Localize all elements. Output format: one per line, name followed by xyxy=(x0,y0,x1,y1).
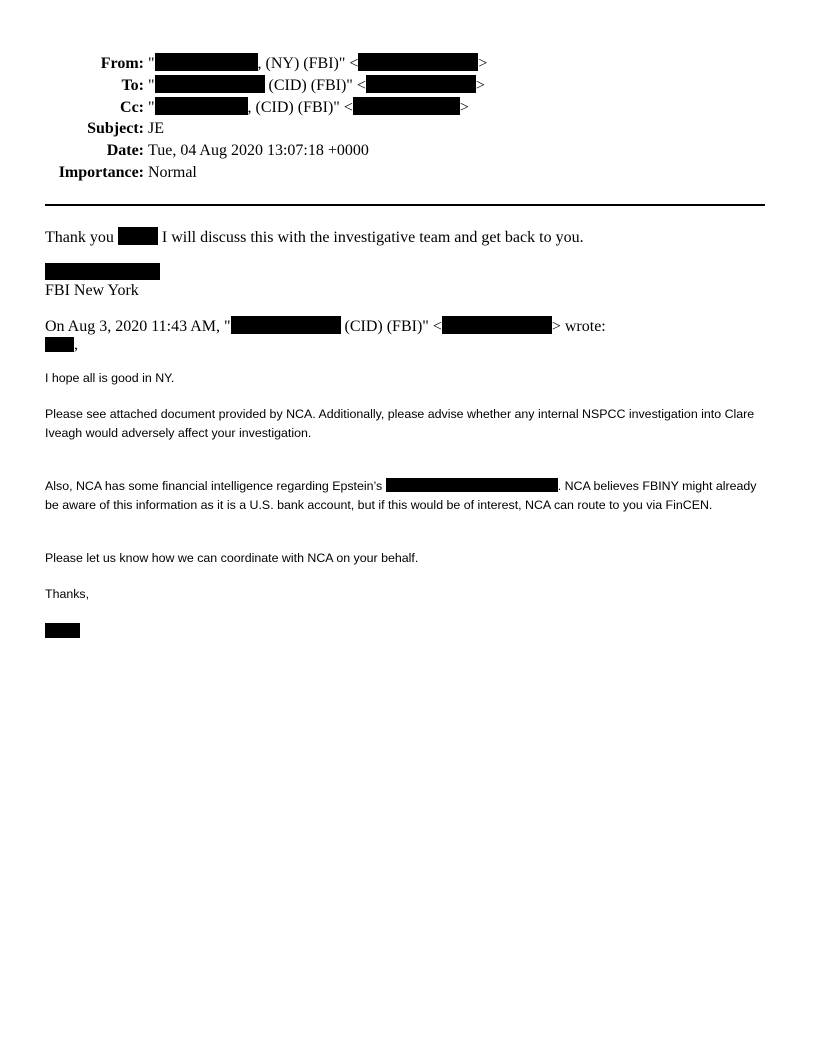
from-tail: , (NY) (FBI)" < xyxy=(257,55,359,72)
quote-mid: (CID) (FBI)" < xyxy=(340,318,442,335)
to-label: To: xyxy=(121,77,144,94)
header-divider xyxy=(45,204,765,206)
from-row xyxy=(0,53,487,74)
thank-prefix: Thank you xyxy=(45,229,114,246)
quoted-paragraph-2: Please see attached document provided by NCA. Additionally, please advise whether any internal NSPCC investigation into Clare Iveagh would adversely affect your investigation. xyxy=(45,407,755,440)
to-value xyxy=(148,75,485,96)
quoted-paragraph-4: Please let us know how we can coordinate with NCA on your behalf. xyxy=(45,551,419,565)
reply-thanks-line xyxy=(45,227,584,248)
cc-value xyxy=(148,97,469,118)
sender-name-redaction xyxy=(45,623,80,638)
from-label: From: xyxy=(100,55,144,72)
redaction-box xyxy=(442,316,552,334)
importance-value: Normal xyxy=(148,164,197,181)
redaction-box xyxy=(231,316,341,334)
from-value xyxy=(148,53,487,74)
redaction-box xyxy=(358,53,478,71)
from-end: > xyxy=(478,55,488,72)
quoted-closing: Thanks, xyxy=(45,587,90,601)
quoted-paragraph-3 xyxy=(45,477,770,515)
to-row xyxy=(0,75,485,96)
cc-tail: , (CID) (FBI)" < xyxy=(247,99,353,116)
cc-row xyxy=(0,97,469,118)
redaction-box xyxy=(155,75,265,93)
redaction-box xyxy=(155,97,248,115)
redaction-box xyxy=(155,53,258,71)
importance-row xyxy=(0,163,197,183)
to-tail: (CID) (FBI)" < xyxy=(264,77,366,94)
cc-end: > xyxy=(459,99,469,116)
quote-intro-line xyxy=(45,316,606,337)
redaction-box xyxy=(118,227,158,245)
date-value: Tue, 04 Aug 2020 13:07:18 +0000 xyxy=(148,142,369,159)
importance-label: Importance: xyxy=(58,164,144,181)
thank-suffix: I will discuss this with the investigative team and get back to you. xyxy=(161,229,584,246)
date-label: Date: xyxy=(106,142,144,159)
redaction-box xyxy=(366,75,476,93)
signature-redaction xyxy=(45,263,160,280)
quote-prefix: On Aug 3, 2020 11:43 AM, " xyxy=(45,318,231,335)
quoted-paragraph-1: I hope all is good in NY. xyxy=(45,371,175,385)
subject-row xyxy=(0,119,164,139)
to-end: > xyxy=(475,77,485,94)
cc-quote: " xyxy=(148,99,155,116)
cc-label: Cc: xyxy=(120,99,144,116)
from-quote: " xyxy=(148,55,155,72)
subject-value: JE xyxy=(148,120,164,137)
quote-suffix: > wrote: xyxy=(551,318,606,335)
p3-start: Also, NCA has some financial intelligence regarding Epstein’s xyxy=(45,479,386,493)
to-quote: " xyxy=(148,77,155,94)
greeting-line xyxy=(45,335,78,355)
p3-end: . NCA believes FBINY might already be aware of this information as it is a U.S. bank account, but if this would be of interest, NCA can route to you via FinCEN. xyxy=(45,479,757,512)
redaction-box xyxy=(45,337,74,352)
redaction-box xyxy=(353,97,460,115)
subject-label: Subject: xyxy=(87,120,144,137)
reply-org: FBI New York xyxy=(45,282,139,299)
redaction-box xyxy=(386,478,558,492)
date-row xyxy=(0,141,369,161)
greeting-comma: , xyxy=(74,336,78,353)
